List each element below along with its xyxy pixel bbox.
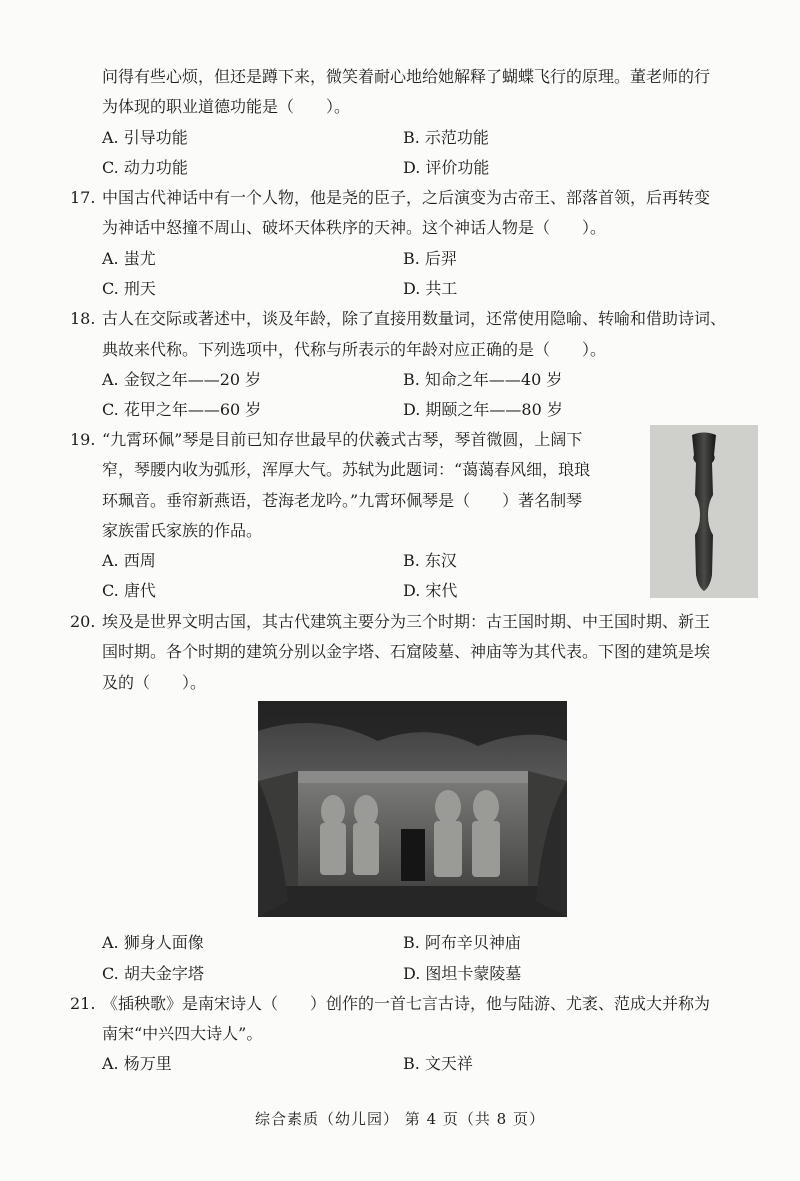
q19-number: 19.	[70, 430, 96, 449]
q18-line-1: 古人在交际或著述中，谈及年龄，除了直接用数量词，还常使用隐喻、转喻和借助诗词、	[102, 309, 727, 328]
q16-option-c: C. 动力功能	[102, 158, 188, 177]
q18-option-d: D. 期颐之年——80 岁	[403, 400, 563, 419]
q17-option-d: D. 共工	[403, 279, 458, 298]
q19-option-c: C. 唐代	[102, 581, 156, 600]
guqin-photo	[650, 425, 758, 598]
q17-line-1: 中国古代神话中有一个人物，他是尧的臣子，之后演变为古帝王、部落首领，后再转变	[102, 188, 711, 207]
q16-option-a: A. 引导功能	[102, 128, 188, 147]
q18-option-b: B. 知命之年——40 岁	[403, 370, 563, 389]
q18-line-2: 典故来代称。下列选项中，代称与所表示的年龄对应正确的是（ ）。	[102, 340, 607, 359]
q17-line-2: 为神话中怒撞不周山、破坏天体秩序的天神。这个神话人物是（ ）。	[102, 218, 607, 237]
q16-line-2: 为体现的职业道德功能是（ ）。	[102, 97, 351, 116]
q21-number: 21.	[70, 994, 96, 1013]
q19-line-2: 窄，琴腰内收为弧形，浑厚大气。苏轼为此题词：“蔼蔼春风细，琅琅	[102, 460, 591, 479]
q20-option-d: D. 图坦卡蒙陵墓	[403, 964, 522, 983]
q21-option-b: B. 文天祥	[403, 1054, 473, 1073]
temple-photo	[258, 701, 567, 917]
q18-option-a: A. 金钗之年——20 岁	[102, 370, 262, 389]
q16-option-d: D. 评价功能	[403, 158, 490, 177]
q20-line-3: 及的（ ）。	[102, 673, 207, 692]
page-footer: 综合素质（幼儿园） 第 4 页（共 8 页）	[255, 1110, 545, 1128]
q18-option-c: C. 花甲之年——60 岁	[102, 400, 262, 419]
q17-option-c: C. 刑天	[102, 279, 156, 298]
q20-option-b: B. 阿布辛贝神庙	[403, 933, 521, 952]
q19-line-1: “九霄环佩”琴是目前已知存世最早的伏羲式古琴，琴首微圆，上阔下	[102, 430, 583, 449]
q21-option-a: A. 杨万里	[102, 1054, 172, 1073]
q21-line-2: 南宋“中兴四大诗人”。	[102, 1024, 263, 1043]
q19-line-3: 环珮音。垂帘新燕语，苍海老龙吟。”九霄环佩琴是（ ）著名制琴	[102, 491, 583, 510]
q19-option-a: A. 西周	[102, 551, 156, 570]
q20-line-2: 国时期。各个时期的建筑分别以金字塔、石窟陵墓、神庙等为其代表。下图的建筑是埃	[102, 642, 711, 661]
q17-number: 17.	[70, 188, 96, 207]
q18-number: 18.	[70, 309, 96, 328]
q19-option-b: B. 东汉	[403, 551, 457, 570]
q19-option-d: D. 宋代	[403, 581, 458, 600]
q20-option-a: A. 狮身人面像	[102, 933, 204, 952]
q16-option-b: B. 示范功能	[403, 128, 489, 147]
q16-line-1: 问得有些心烦，但还是蹲下来，微笑着耐心地给她解释了蝴蝶飞行的原理。董老师的行	[102, 67, 711, 86]
q17-option-a: A. 蚩尤	[102, 249, 156, 268]
q19-line-4: 家族雷氏家族的作品。	[102, 521, 263, 540]
q20-option-c: C. 胡夫金字塔	[102, 964, 204, 983]
q20-line-1: 埃及是世界文明古国，其古代建筑主要分为三个时期：古王国时期、中王国时期、新王	[102, 612, 711, 631]
q21-line-1: 《插秧歌》是南宋诗人（ ）创作的一首七言古诗，他与陆游、尤袤、范成大并称为	[102, 994, 711, 1013]
q17-option-b: B. 后羿	[403, 249, 457, 268]
q20-number: 20.	[70, 612, 96, 631]
